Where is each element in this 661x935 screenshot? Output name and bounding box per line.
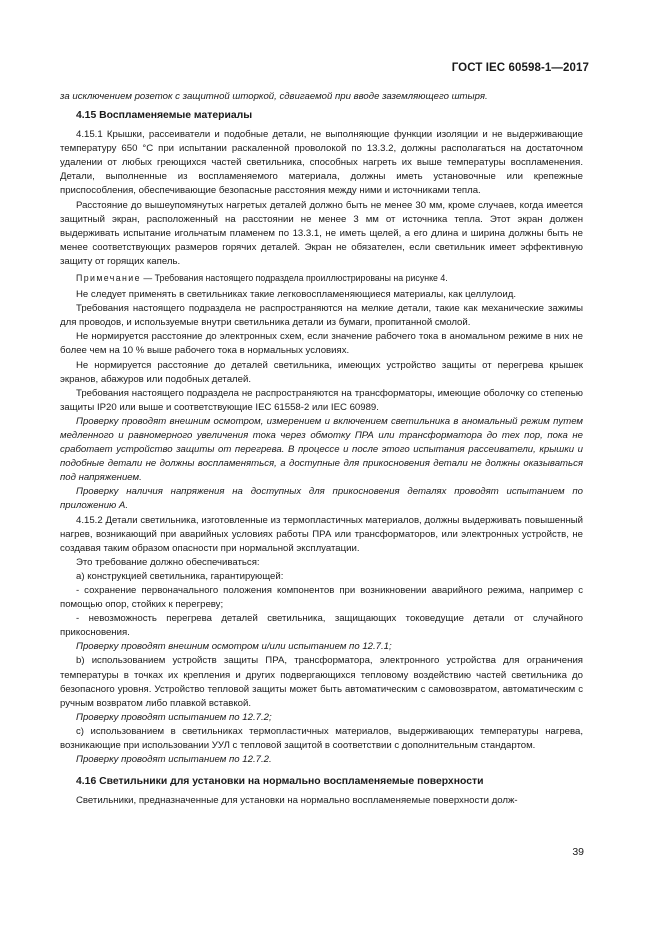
list-item-a-dash-2: - невозможность перегрева деталей светильника, защищающих токоведущие детали от случайного прикосновения. xyxy=(60,613,583,639)
paragraph-requirement: Это требование должно обеспечиваться: xyxy=(76,556,260,568)
paragraph-check-12-7-1: Проверку проводят внешним осмотром и/или испытанием по 12.7.1; xyxy=(76,641,392,653)
paragraph-4-15-2: 4.15.2 Детали светильника, изготовленные из термопластичных материалов, должны выдерживать повышенный нагрев, возникающий при аварийных условиях работы ПРА или трансформаторов, или электронных устройств, не создавая таким образом опасности при нормальной эксплуатации. xyxy=(60,514,583,554)
paragraph-transformers: Требования настоящего подраздела не распространяются на трансформаторы, имеющие оболочку со степенью защиты IP20 или выше и соответствующие IEC 61558-2 или IEC 60989. xyxy=(60,387,583,413)
note-text: — Требования настоящего подраздела проиллюстрированы на рисунке 4. xyxy=(140,273,448,284)
note xyxy=(60,272,583,285)
paragraph-4-15-1: 4.15.1 Крышки, рассеиватели и подобные детали, не выполняющие функции изоляции и не выдерживающие температуру 650 °С при испытании раскаленной проволокой по 13.3.2, должны располагаться на достаточном удалении от любых греющихся частей светильника, способных нагреть их выше температуры воспламенения. Детали, выполненные из воспламеняемого материала, должны иметь установочные или крепежные приспособления, обеспечивающие безопасные расстояния между ними и источниками тепла. xyxy=(60,129,583,197)
paragraph-check-inspection: Проверку проводят внешним осмотром, измерением и включением светильника в аномальный режим путем медленного и равномерного увеличения тока через обмотку ПРА или трансформатора до тех пор, пока не сработает устройство защиты от перегрева. В процессе и после этого испытания рассеиватели, крышки и подобные детали не должны воспламеняться, а доступные для прикосновения детали не должны оказываться под напряжением. xyxy=(60,415,583,484)
paragraph-continuation: за исключением розеток с защитной шторкой, сдвигаемой при вводе заземляющего штыря. xyxy=(60,91,488,102)
page-body xyxy=(60,90,583,808)
paragraph-check-voltage: Проверку наличия напряжения на доступных для прикосновения деталях проводят испытанием по приложению А. xyxy=(60,486,583,512)
paragraph-check-12-7-2-b: Проверку проводят испытанием по 12.7.2. xyxy=(76,754,272,766)
section-heading-4-15: 4.15 Воспламеняемые материалы xyxy=(76,110,253,122)
list-item-a: а) конструкцией светильника, гарантирующей: xyxy=(76,570,284,582)
paragraph-small-parts: Требования настоящего подраздела не распространяются на мелкие детали, такие как механические зажимы для проводов, и используемые внутри светильника детали из бумаги, пропитанной смолой. xyxy=(60,303,583,329)
list-item-c: c) использованием в светильниках термопластичных материалов, выдерживающих температуры нагрева, возникающие при использовании УУЛ с тепловой защитой в соответствии с дополнительным стандартом. xyxy=(60,725,583,752)
paragraph-celluloid: Не следует применять в светильниках такие легковоспламеняющиеся материалы, как целлулоид. xyxy=(76,289,516,301)
note-label: Примечание xyxy=(76,273,141,284)
paragraph-distance: Расстояние до вышеупомянутых нагретых деталей должно быть не менее 30 мм, кроме случаев, когда имеется защитный экран, расположенный на расстоянии не менее 3 мм от источника тепла. Этот экран должен выдерживать испытание игольчатым пламенем по 13.3.1, не иметь щелей, а его длина и ширина должны быть не менее соответствующих размеров горячих деталей. Экран не обязателен, если светильник имеет эффективную защиту от горящих капель. xyxy=(60,199,583,267)
list-item-b: b) использованием устройств защиты ПРА, трансформатора, электронного устройства для ограничения температуры в точках их крепления и других подвергающихся тепловому воздействию частей светильника до безопасного уровня. Устройство тепловой защиты может быть автоматическим с самовозвратом, автоматическим с ручным возвратом либо плавкой вставкой. xyxy=(60,655,583,709)
paragraph-overheat-protection: Не нормируется расстояние до деталей светильника, имеющих устройство защиты от перегрева крышек экранов, абажуров или подобных деталей. xyxy=(60,359,583,385)
page-number: 39 xyxy=(572,846,584,858)
document-standard-header: ГОСТ IEC 60598-1—2017 xyxy=(451,62,589,74)
list-item-a-dash-1: - сохранение первоначального положения компонентов при возникновении аварийного режима, например с помощью опор, стойких к перегреву; xyxy=(60,585,583,611)
section-heading-4-16: 4.16 Светильники для установки на нормально воспламеняемые поверхности xyxy=(76,776,484,788)
paragraph-electronic-circuits: Не нормируется расстояние до электронных схем, если значение рабочего тока в аномальном режиме в них не более чем на 10 % выше рабочего тока в нормальных условиях. xyxy=(60,331,583,357)
paragraph-check-12-7-2-a: Проверку проводят испытанием по 12.7.2; xyxy=(76,711,272,723)
paragraph-4-16: Светильники, предназначенные для установки на нормально воспламеняемые поверхности долж- xyxy=(76,795,518,807)
